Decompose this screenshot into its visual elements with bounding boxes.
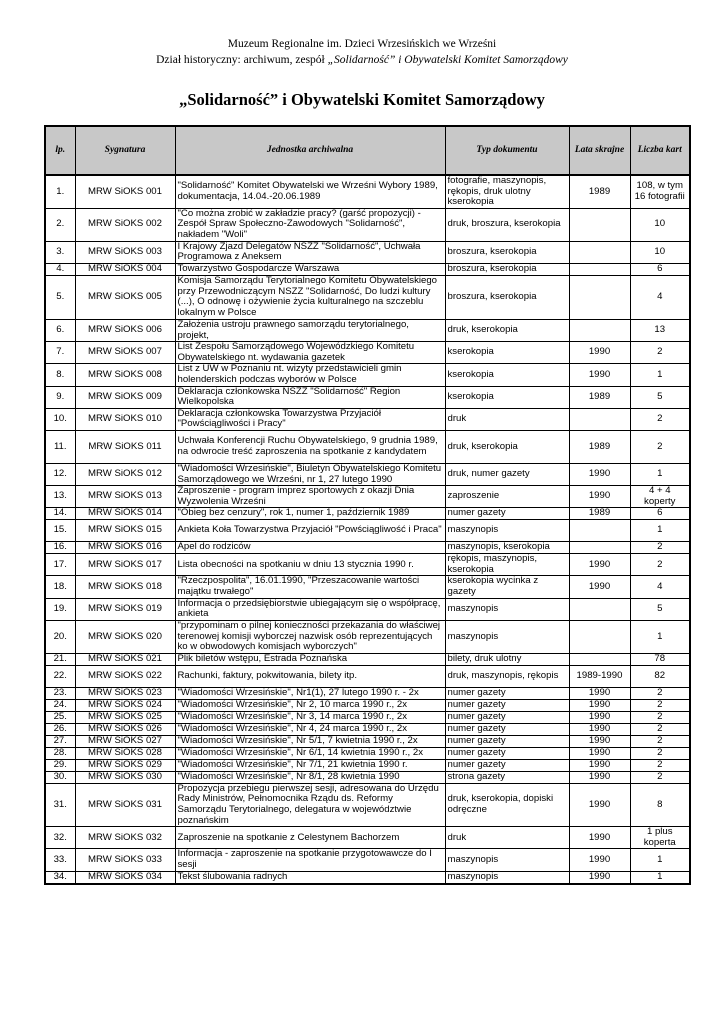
table-row — [45, 508, 690, 520]
cell-lp: 5. — [45, 275, 75, 319]
cell-years: 1990 — [569, 735, 630, 747]
cell-unit: "Wiadomości Wrzesińskie", Biuletyn Obywatelskiego Komitetu Samorządowego we Wrześni, nr 1, 27 lutego 1990 — [175, 463, 445, 485]
cell-signature: MRW SiOKS 032 — [75, 827, 175, 849]
table-row — [45, 849, 690, 871]
cell-count: 1 plus koperta — [630, 827, 690, 849]
cell-years — [569, 598, 630, 620]
cell-count: 2 — [630, 723, 690, 735]
cell-unit: Lista obecności na spotkaniu w dniu 13 stycznia 1990 r. — [175, 554, 445, 576]
cell-type: druk, broszura, kserokopia — [445, 208, 569, 241]
cell-years — [569, 520, 630, 542]
cell-signature: MRW SiOKS 019 — [75, 598, 175, 620]
cell-type: broszura, kserokopia — [445, 241, 569, 263]
cell-count: 78 — [630, 653, 690, 665]
col-header-lp: lp. — [45, 126, 75, 175]
cell-count: 2 — [630, 747, 690, 759]
col-header-signature: Sygnatura — [75, 126, 175, 175]
cell-signature: MRW SiOKS 015 — [75, 520, 175, 542]
cell-unit: "Wiadomości Wrzesińskie", Nr 2, 10 marca 1990 r., 2x — [175, 699, 445, 711]
cell-years: 1990 — [569, 554, 630, 576]
cell-type: maszynopis — [445, 871, 569, 884]
page-title: „Solidarność” i Obywatelski Komitet Samorządowy — [179, 90, 545, 109]
cell-count: 4 — [630, 275, 690, 319]
cell-type: numer gazety — [445, 508, 569, 520]
cell-lp: 7. — [45, 342, 75, 364]
cell-lp: 13. — [45, 486, 75, 508]
cell-unit: Zaproszenie - program imprez sportowych z okazji Dnia Wyzwolenia Wrześni — [175, 486, 445, 508]
cell-lp: 28. — [45, 747, 75, 759]
cell-unit: "Co można zrobić w zakładzie pracy? (garść propozycji) - Zespół Spraw Społeczno-Zawodowych "Solidarność", nakładem "Woli" — [175, 208, 445, 241]
cell-count: 2 — [630, 759, 690, 771]
table-row — [45, 699, 690, 711]
cell-count: 1 — [630, 463, 690, 485]
cell-type: kserokopia wycinka z gazety — [445, 576, 569, 598]
cell-lp: 21. — [45, 653, 75, 665]
cell-type: druk — [445, 408, 569, 430]
cell-years — [569, 208, 630, 241]
cell-count: 108, w tym 16 fotografii — [630, 175, 690, 208]
cell-signature: MRW SiOKS 013 — [75, 486, 175, 508]
cell-years — [569, 319, 630, 341]
cell-type: zaproszenie — [445, 486, 569, 508]
cell-years: 1990 — [569, 747, 630, 759]
cell-type: maszynopis, kserokopia — [445, 542, 569, 554]
cell-unit: "Wiadomości Wrzesińskie", Nr 4, 24 marca 1990 r., 2x — [175, 723, 445, 735]
cell-count: 10 — [630, 241, 690, 263]
cell-unit: "Wiadomości Wrzesińskie", Nr 7/1, 21 kwietnia 1990 r. — [175, 759, 445, 771]
table-body — [45, 175, 690, 884]
cell-unit: "Wiadomości Wrzesińskie", Nr 3, 14 marca 1990 r., 2x — [175, 711, 445, 723]
cell-unit: "Solidarność" Komitet Obywatelski we Wrześni Wybory 1989, dokumentacja, 14.04.-20.06.1989 — [175, 175, 445, 208]
col-header-type: Typ dokumentu — [445, 126, 569, 175]
cell-signature: MRW SiOKS 009 — [75, 386, 175, 408]
cell-lp: 27. — [45, 735, 75, 747]
cell-count: 5 — [630, 386, 690, 408]
cell-lp: 34. — [45, 871, 75, 884]
cell-signature: MRW SiOKS 012 — [75, 463, 175, 485]
cell-unit: Deklaracja członkowska NSZZ "Solidarność" Region Wielkopolska — [175, 386, 445, 408]
cell-type: kserokopia — [445, 342, 569, 364]
cell-signature: MRW SiOKS 014 — [75, 508, 175, 520]
cell-years: 1990 — [569, 827, 630, 849]
cell-unit: "Wiadomości Wrzesińskie", Nr 8/1, 28 kwietnia 1990 — [175, 771, 445, 783]
cell-years: 1990 — [569, 849, 630, 871]
cell-lp: 22. — [45, 665, 75, 687]
table-row — [45, 687, 690, 699]
cell-count: 2 — [630, 735, 690, 747]
cell-years: 1990 — [569, 771, 630, 783]
cell-years: 1990 — [569, 723, 630, 735]
cell-lp: 32. — [45, 827, 75, 849]
table-row — [45, 319, 690, 341]
cell-years: 1990 — [569, 783, 630, 826]
cell-lp: 18. — [45, 576, 75, 598]
cell-type: bilety, druk ulotny — [445, 653, 569, 665]
cell-lp: 12. — [45, 463, 75, 485]
cell-unit: Towarzystwo Gospodarcze Warszawa — [175, 263, 445, 275]
cell-signature: MRW SiOKS 033 — [75, 849, 175, 871]
cell-type: druk, maszynopis, rękopis — [445, 665, 569, 687]
cell-signature: MRW SiOKS 021 — [75, 653, 175, 665]
cell-count: 1 — [630, 364, 690, 386]
table-row — [45, 275, 690, 319]
cell-count: 2 — [630, 342, 690, 364]
cell-count: 1 — [630, 849, 690, 871]
cell-signature: MRW SiOKS 006 — [75, 319, 175, 341]
cell-signature: MRW SiOKS 017 — [75, 554, 175, 576]
cell-years — [569, 542, 630, 554]
cell-years: 1990 — [569, 687, 630, 699]
cell-lp: 20. — [45, 620, 75, 653]
cell-signature: MRW SiOKS 024 — [75, 699, 175, 711]
cell-count: 2 — [630, 771, 690, 783]
cell-unit: I Krajowy Zjazd Delegatów NSZZ "Solidarność", Uchwała Programowa z Aneksem — [175, 241, 445, 263]
cell-type: numer gazety — [445, 735, 569, 747]
cell-years: 1989 — [569, 430, 630, 463]
cell-signature: MRW SiOKS 034 — [75, 871, 175, 884]
cell-type: fotografie, maszynopis, rękopis, druk ulotny kserokopia — [445, 175, 569, 208]
cell-type: kserokopia — [445, 364, 569, 386]
cell-lp: 4. — [45, 263, 75, 275]
cell-signature: MRW SiOKS 031 — [75, 783, 175, 826]
cell-unit: Założenia ustroju prawnego samorządu terytorialnego, projekt, — [175, 319, 445, 341]
table-row — [45, 771, 690, 783]
cell-type: numer gazety — [445, 699, 569, 711]
table-row — [45, 342, 690, 364]
cell-lp: 3. — [45, 241, 75, 263]
cell-unit: Plik biletów wstępu, Estrada Poznańska — [175, 653, 445, 665]
cell-signature: MRW SiOKS 030 — [75, 771, 175, 783]
cell-signature: MRW SiOKS 026 — [75, 723, 175, 735]
cell-years: 1990 — [569, 699, 630, 711]
table-row — [45, 408, 690, 430]
cell-type: numer gazety — [445, 759, 569, 771]
table-row — [45, 463, 690, 485]
cell-count: 82 — [630, 665, 690, 687]
cell-lp: 24. — [45, 699, 75, 711]
cell-years: 1990 — [569, 342, 630, 364]
col-header-unit: Jednostka archiwalna — [175, 126, 445, 175]
cell-years: 1989 — [569, 386, 630, 408]
cell-lp: 19. — [45, 598, 75, 620]
archive-table — [44, 125, 691, 885]
cell-count: 1 — [630, 871, 690, 884]
cell-count: 1 — [630, 620, 690, 653]
table-row — [45, 759, 690, 771]
cell-lp: 16. — [45, 542, 75, 554]
cell-unit: Ankieta Koła Towarzystwa Przyjaciół "Powściągliwość i Praca" — [175, 520, 445, 542]
cell-count: 2 — [630, 430, 690, 463]
table-row — [45, 241, 690, 263]
cell-signature: MRW SiOKS 001 — [75, 175, 175, 208]
cell-lp: 14. — [45, 508, 75, 520]
cell-years: 1990 — [569, 871, 630, 884]
cell-type: maszynopis — [445, 598, 569, 620]
cell-lp: 10. — [45, 408, 75, 430]
cell-signature: MRW SiOKS 029 — [75, 759, 175, 771]
table-row — [45, 783, 690, 826]
cell-signature: MRW SiOKS 004 — [75, 263, 175, 275]
cell-lp: 31. — [45, 783, 75, 826]
cell-signature: MRW SiOKS 011 — [75, 430, 175, 463]
cell-unit: "Wiadomości Wrzesińskie", Nr1(1), 27 lutego 1990 r. - 2x — [175, 687, 445, 699]
cell-signature: MRW SiOKS 020 — [75, 620, 175, 653]
cell-type: broszura, kserokopia — [445, 275, 569, 319]
department-prefix: Dział historyczny: archiwum, zespół — [156, 54, 328, 66]
table-row — [45, 665, 690, 687]
cell-years: 1989 — [569, 508, 630, 520]
cell-lp: 25. — [45, 711, 75, 723]
cell-signature: MRW SiOKS 028 — [75, 747, 175, 759]
cell-count: 4 + 4 koperty — [630, 486, 690, 508]
collection-name: „Solidarność” i Obywatelski Komitet Samorządowy — [327, 54, 568, 66]
cell-signature: MRW SiOKS 003 — [75, 241, 175, 263]
cell-unit: "Obieg bez cenzury", rok 1, numer 1, październik 1989 — [175, 508, 445, 520]
cell-type: broszura, kserokopia — [445, 263, 569, 275]
museum-name: Muzeum Regionalne im. Dzieci Wrzesińskich we Wrześni — [227, 38, 497, 50]
cell-lp: 15. — [45, 520, 75, 542]
cell-unit: Informacja o przedsiębiorstwie ubiegającym się o współpracę, ankieta — [175, 598, 445, 620]
cell-years — [569, 275, 630, 319]
col-header-years: Lata skrajne — [569, 126, 630, 175]
cell-type: druk — [445, 827, 569, 849]
cell-signature: MRW SiOKS 018 — [75, 576, 175, 598]
table-row — [45, 542, 690, 554]
cell-count: 4 — [630, 576, 690, 598]
cell-lp: 6. — [45, 319, 75, 341]
table-row — [45, 554, 690, 576]
cell-unit: Komisja Samorządu Terytorialnego Komitetu Obywatelskiego przy Przewodniczącym NSZZ "Solidarność, Do ludzi kultury (...), O odnowę i ożywienie życia kulturalnego na szczeblu lokalnym w Polsce — [175, 275, 445, 319]
cell-type: numer gazety — [445, 687, 569, 699]
table-row — [45, 711, 690, 723]
cell-signature: MRW SiOKS 025 — [75, 711, 175, 723]
table-row — [45, 723, 690, 735]
table-row — [45, 620, 690, 653]
cell-count: 2 — [630, 699, 690, 711]
cell-type: maszynopis — [445, 849, 569, 871]
table-row — [45, 747, 690, 759]
table-row — [45, 827, 690, 849]
cell-unit: Informacja - zaproszenie na spotkanie przygotowawcze do I sesji — [175, 849, 445, 871]
cell-count: 10 — [630, 208, 690, 241]
table-row — [45, 735, 690, 747]
cell-type: druk, kserokopia — [445, 430, 569, 463]
cell-unit: Uchwała Konferencji Ruchu Obywatelskiego, 9 grudnia 1989, na odwrocie treść zaproszenia na spotkanie z kandydatem — [175, 430, 445, 463]
cell-count: 2 — [630, 408, 690, 430]
cell-years: 1989-1990 — [569, 665, 630, 687]
cell-signature: MRW SiOKS 007 — [75, 342, 175, 364]
table-row — [45, 263, 690, 275]
cell-type: maszynopis — [445, 620, 569, 653]
col-header-count: Liczba kart — [630, 126, 690, 175]
cell-type: kserokopia — [445, 386, 569, 408]
cell-years: 1990 — [569, 486, 630, 508]
cell-lp: 1. — [45, 175, 75, 208]
cell-lp: 29. — [45, 759, 75, 771]
cell-lp: 9. — [45, 386, 75, 408]
table-row — [45, 653, 690, 665]
cell-unit: Tekst ślubowania radnych — [175, 871, 445, 884]
table-row — [45, 486, 690, 508]
cell-signature: MRW SiOKS 008 — [75, 364, 175, 386]
cell-unit: "Wiadomości Wrzesińskie", Nr 5/1, 7 kwietnia 1990 r., 2x — [175, 735, 445, 747]
cell-count: 6 — [630, 508, 690, 520]
cell-unit: "Rzeczpospolita", 16.01.1990, "Przeszacowanie wartości majątku trwałego" — [175, 576, 445, 598]
cell-unit: "Wiadomości Wrzesińskie", Nr 6/1, 14 kwietnia 1990 r., 2x — [175, 747, 445, 759]
cell-signature: MRW SiOKS 010 — [75, 408, 175, 430]
cell-lp: 23. — [45, 687, 75, 699]
cell-signature: MRW SiOKS 022 — [75, 665, 175, 687]
cell-type: druk, kserokopia, dopiski odręczne — [445, 783, 569, 826]
cell-count: 2 — [630, 542, 690, 554]
cell-type: numer gazety — [445, 747, 569, 759]
cell-years — [569, 408, 630, 430]
cell-signature: MRW SiOKS 002 — [75, 208, 175, 241]
cell-count: 2 — [630, 554, 690, 576]
cell-type: druk, kserokopia — [445, 319, 569, 341]
cell-years: 1990 — [569, 711, 630, 723]
cell-lp: 11. — [45, 430, 75, 463]
cell-signature: MRW SiOKS 027 — [75, 735, 175, 747]
cell-years — [569, 653, 630, 665]
cell-years: 1990 — [569, 463, 630, 485]
cell-count: 2 — [630, 687, 690, 699]
cell-unit: List z UW w Poznaniu nt. wizyty przedstawicieli gmin holenderskich podczas wyborów w Polsce — [175, 364, 445, 386]
cell-type: numer gazety — [445, 723, 569, 735]
cell-signature: MRW SiOKS 005 — [75, 275, 175, 319]
cell-unit: Apel do rodziców — [175, 542, 445, 554]
cell-count: 2 — [630, 711, 690, 723]
table-row — [45, 175, 690, 208]
cell-signature: MRW SiOKS 016 — [75, 542, 175, 554]
cell-lp: 2. — [45, 208, 75, 241]
cell-type: numer gazety — [445, 711, 569, 723]
cell-type: druk, numer gazety — [445, 463, 569, 485]
cell-lp: 26. — [45, 723, 75, 735]
cell-unit: List Zespołu Samorządowego Wojewódzkiego Komitetu Obywatelskiego nt. wydawania gazetek — [175, 342, 445, 364]
cell-count: 1 — [630, 520, 690, 542]
cell-lp: 8. — [45, 364, 75, 386]
department-line — [0, 54, 724, 66]
cell-signature: MRW SiOKS 023 — [75, 687, 175, 699]
cell-count: 13 — [630, 319, 690, 341]
cell-unit: Zaproszenie na spotkanie z Celestynem Bachorzem — [175, 827, 445, 849]
cell-lp: 30. — [45, 771, 75, 783]
cell-type: maszynopis — [445, 520, 569, 542]
table-row — [45, 871, 690, 884]
cell-lp: 17. — [45, 554, 75, 576]
table-row — [45, 576, 690, 598]
cell-years: 1989 — [569, 175, 630, 208]
cell-years: 1990 — [569, 364, 630, 386]
cell-unit: Deklaracja członkowska Towarzystwa Przyjaciół "Powściągliwości i Pracy" — [175, 408, 445, 430]
table-row — [45, 430, 690, 463]
cell-years: 1990 — [569, 576, 630, 598]
cell-years: 1990 — [569, 759, 630, 771]
table-row — [45, 364, 690, 386]
cell-unit: Rachunki, faktury, pokwitowania, bilety itp. — [175, 665, 445, 687]
cell-years — [569, 241, 630, 263]
cell-count: 5 — [630, 598, 690, 620]
cell-years — [569, 263, 630, 275]
table-header-row — [45, 126, 690, 175]
table-row — [45, 208, 690, 241]
table-row — [45, 520, 690, 542]
cell-count: 6 — [630, 263, 690, 275]
cell-years — [569, 620, 630, 653]
cell-type: strona gazety — [445, 771, 569, 783]
table-row — [45, 386, 690, 408]
cell-lp: 33. — [45, 849, 75, 871]
cell-count: 8 — [630, 783, 690, 826]
cell-type: rękopis, maszynopis, kserokopia — [445, 554, 569, 576]
table-row — [45, 598, 690, 620]
cell-unit: Propozycja przebiegu pierwszej sesji, adresowana do Urzędu Rady Ministrów, Pełnomocnika Rządu ds. Reformy Samorządu Terytorialnego, delegatura w województwie poznańskim — [175, 783, 445, 826]
cell-unit: "przypominam o pilnej konieczności przekazania do właściwej terenowej komisji wyborczej nazwisk osób reprezentujących ko w obwodowych komisjach wyborczych" — [175, 620, 445, 653]
